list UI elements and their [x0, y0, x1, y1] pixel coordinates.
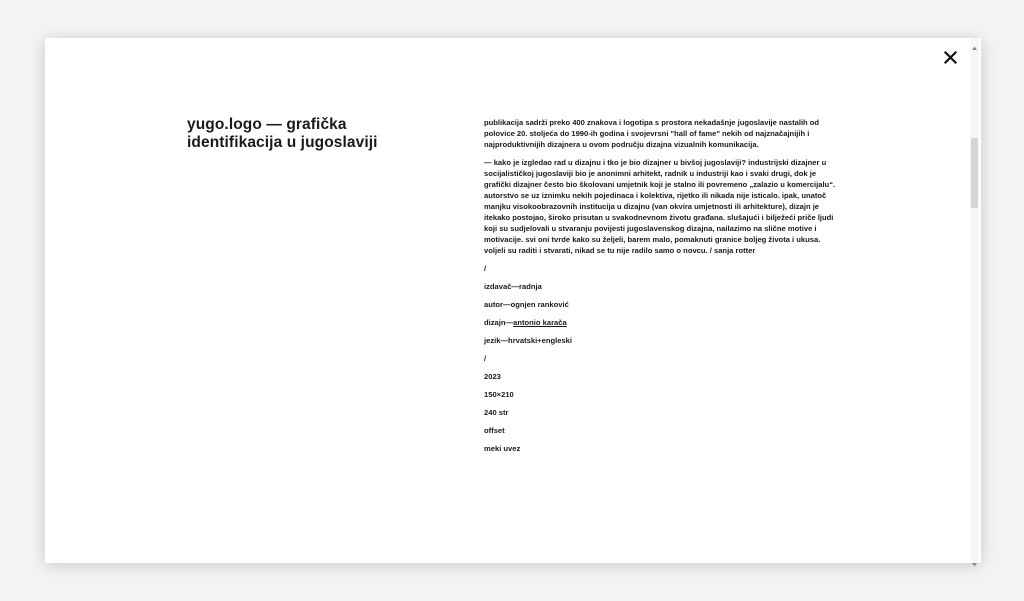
scrollbar[interactable]	[970, 38, 979, 563]
design-label: dizajn—	[484, 318, 514, 327]
separator: /	[484, 264, 487, 273]
product-modal	[45, 38, 981, 563]
designer-link[interactable]: antonio karača	[513, 318, 567, 327]
dimensions-info: 150×210	[484, 390, 514, 399]
separator: /	[484, 354, 487, 363]
chevron-up-icon	[971, 45, 978, 52]
chevron-down-icon	[971, 561, 978, 568]
description-paragraph-2: — kako je izgledao rad u dizajnu i tko je bio dizajner u bivšoj jugoslaviji? industrijski dizajner u socijalističkoj jugoslaviji bio je anonimni arhitekt, radnik u industriji kao i svaki drugi, dok je grafički dizajner često bio školovani umjetnik koji je stalno ili povremeno „zalazio u komercijalu“. autorstvo se uz iznimku nekih pojedinaca i kolektiva, rijetko ili nikada nije isticalo. ipak, unatoč manjku visokoobrazovnih institucija u dizajnu (van okvira umjetnosti ili arhitekture), dizajn je itekako postojao, široko prisutan u svakodnevnom životu građana. slušajući i bilježeći priče ljudi koji su sudjelovali u stvaranju povijesti jugoslavenskog dizajna, nailazimo na slične motive i motivacije. svi oni tvrde kako su željeli, barem malo, pomaknuti granice boljeg života i ukusa. voljeli su raditi i stvarati, nikad se tu nije radilo samo o novcu. / sanja rotter	[484, 158, 836, 255]
year-info: 2023	[484, 372, 501, 381]
design-info	[484, 317, 839, 328]
description-paragraph-1: publikacija sadrži preko 400 znakova i logotipa s prostora nekadašnje jugoslavije nastalih od polovice 20. stoljeća do 1990-ih godina i svojevrsni "hall of fame" nekih od najznačajnijih i najproduktivnijih dizajnera u ovom području dizajna vizualnih komunikacija.	[484, 118, 820, 149]
close-icon	[941, 48, 961, 68]
scroll-down-button[interactable]	[971, 555, 978, 562]
page-title: yugo.logo — grafička identifikacija u jugoslaviji	[187, 116, 378, 151]
scroll-thumb[interactable]	[971, 138, 978, 208]
language-info: jezik—hrvatski+engleski	[484, 336, 573, 345]
binding-info: meki uvez	[484, 444, 521, 453]
close-button[interactable]	[941, 48, 961, 68]
product-description	[484, 117, 839, 461]
pages-info: 240 str	[484, 408, 509, 417]
print-info: offset	[484, 426, 505, 435]
scroll-up-button[interactable]	[971, 39, 978, 46]
publisher-info: izdavač—radnja	[484, 282, 542, 291]
author-info: autor—ognjen ranković	[484, 300, 569, 309]
